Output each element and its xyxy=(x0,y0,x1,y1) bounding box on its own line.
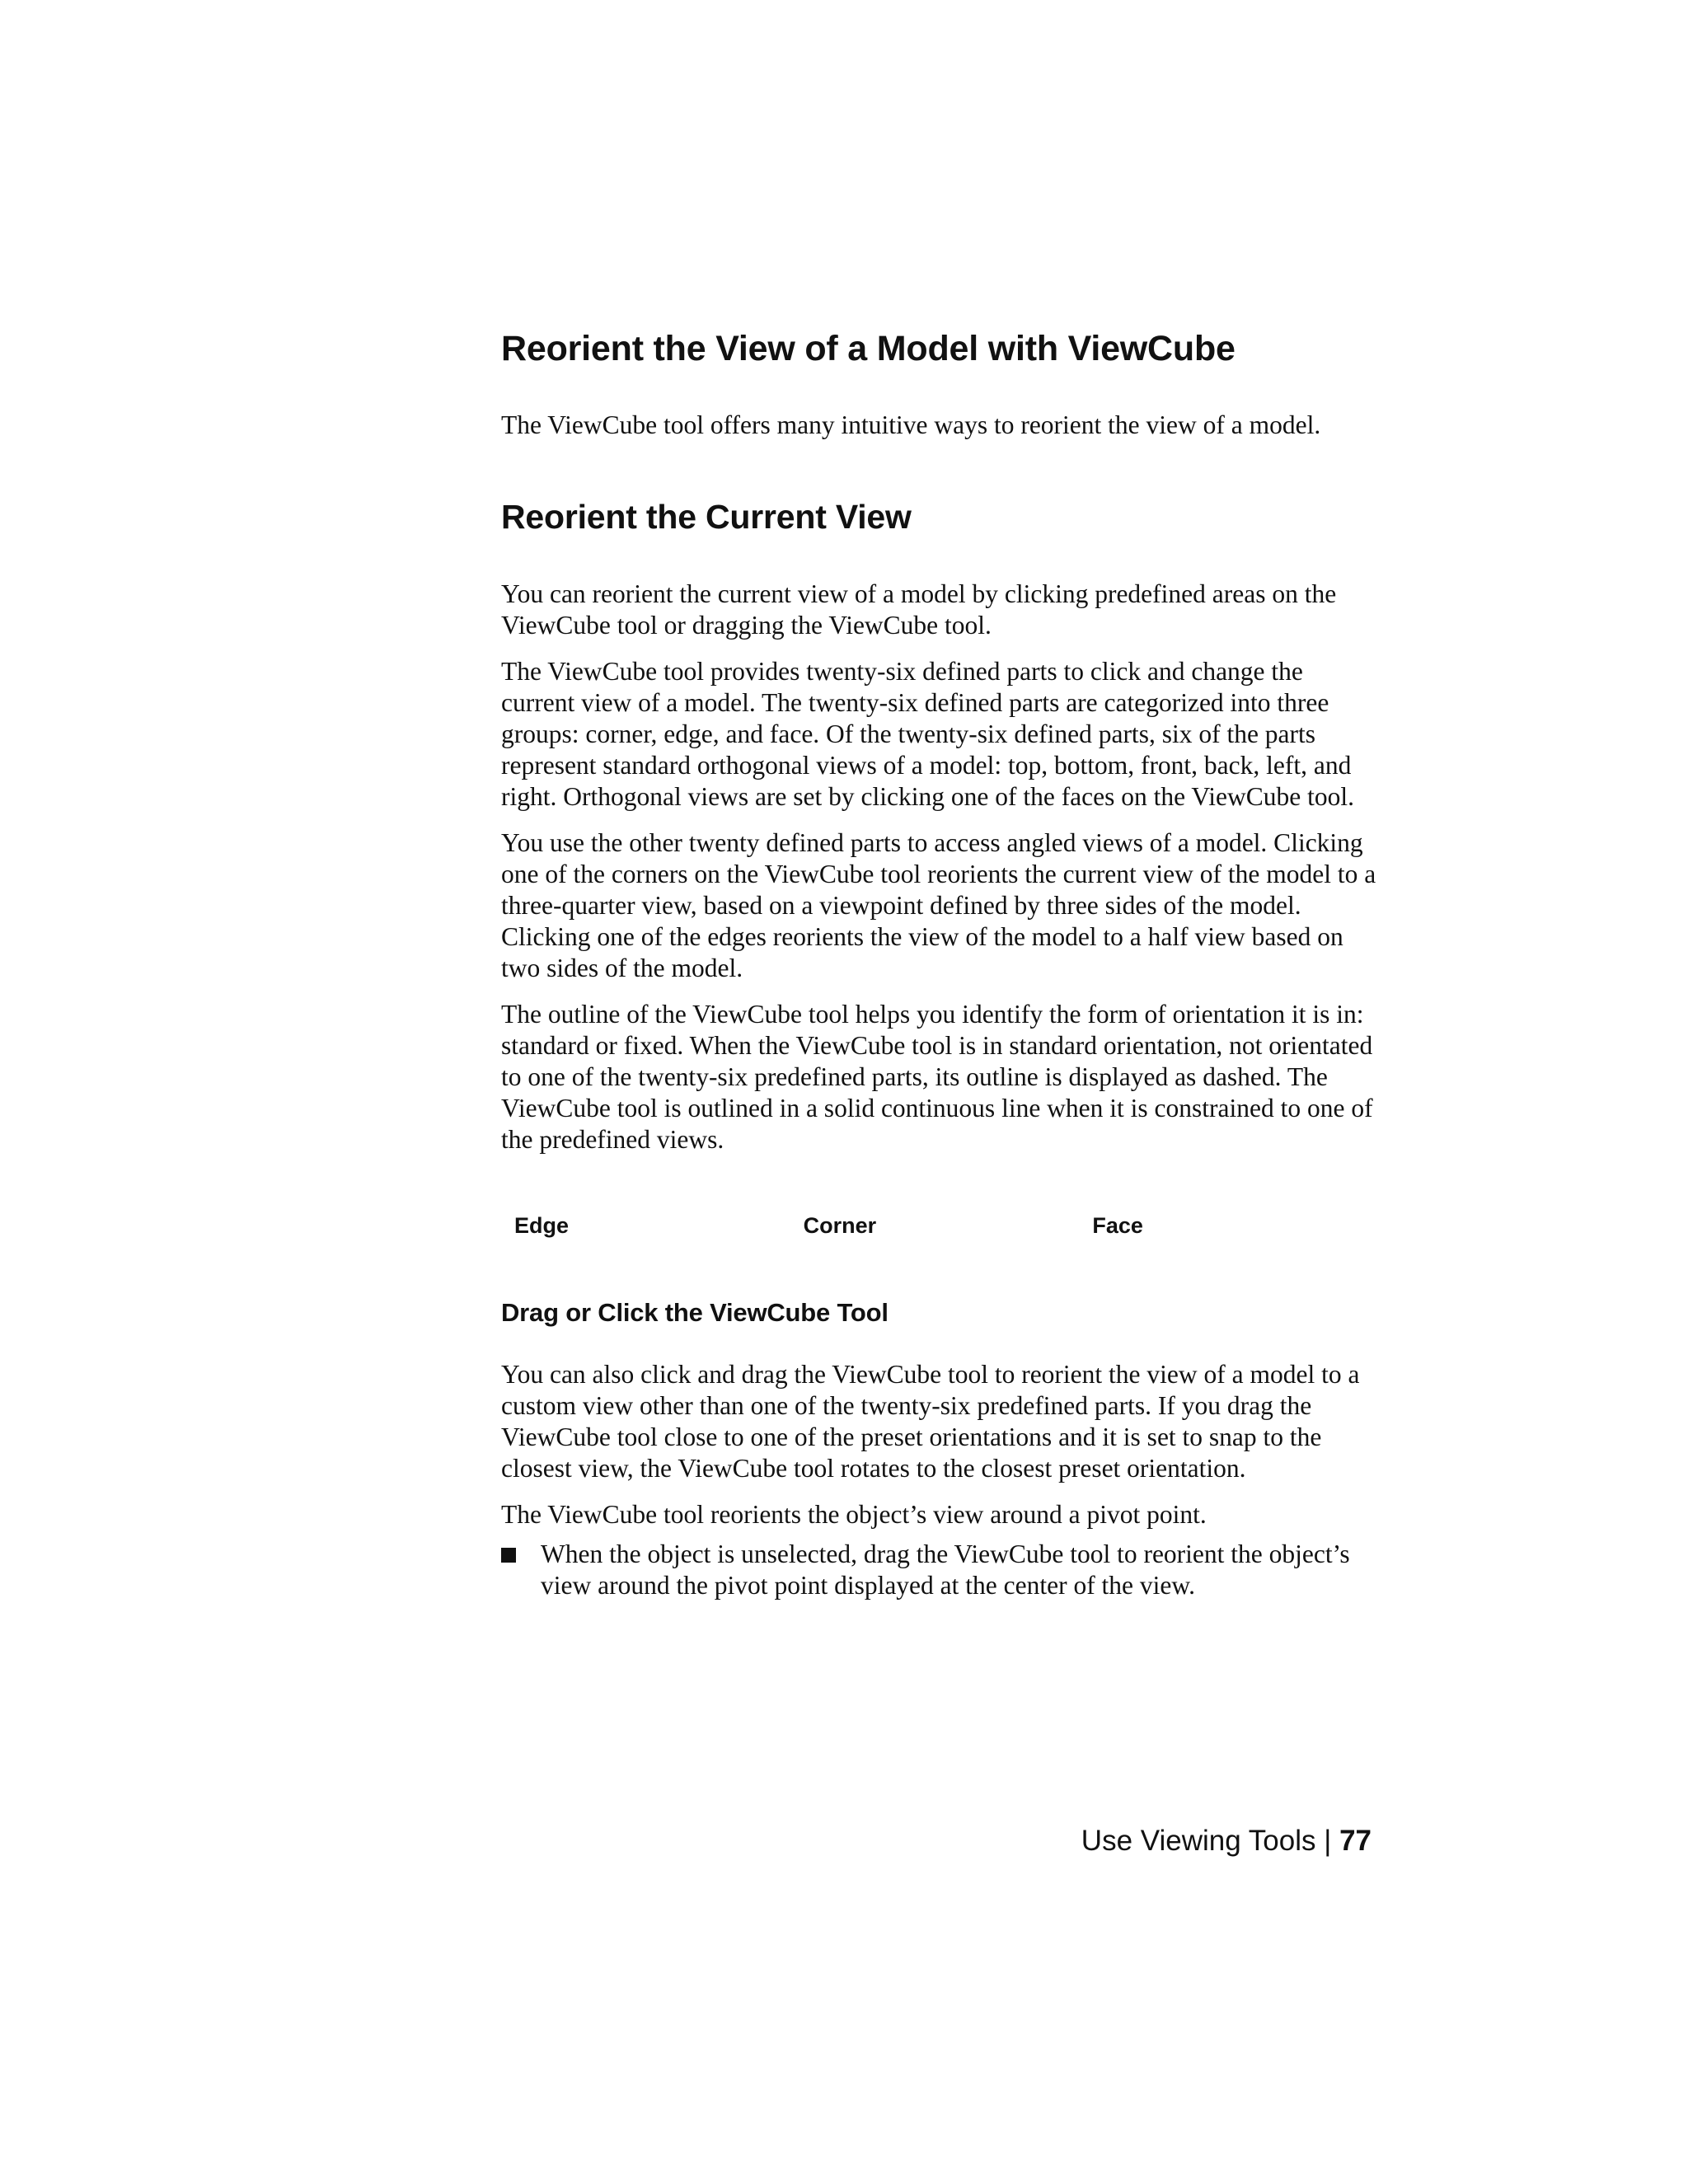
footer-section-title: Use Viewing Tools xyxy=(1081,1825,1316,1857)
figure-caption-row xyxy=(501,1213,1381,1239)
bullet-text: When the object is unselected, drag the ViewCube tool to reorient the object’s view around the pivot point displayed at the center of the view. xyxy=(541,1540,1350,1601)
paragraph: You use the other twenty defined parts to access angled views of a model. Clicking one of the corners on the ViewCube tool reorients the current view of the model to a three-quarter view, based on a viewpoint defined by three sides of the model. Clicking one of the edges reorients the view of the model to a half view based on two sides of the model. xyxy=(501,828,1376,983)
page-number: 77 xyxy=(1339,1825,1372,1857)
page-footer xyxy=(1081,1825,1372,1858)
paragraph: The ViewCube tool provides twenty-six defined parts to click and change the current view of a model. The twenty-six defined parts are categorized into three groups: corner, edge, and face. Of the twenty-six defined parts, six of the parts represent standard orthogonal views of a model: top, bottom, front, back, left, and right. Orthogonal views are set by clicking one of the faces on the ViewCube tool. xyxy=(501,657,1355,812)
content-column xyxy=(501,330,1381,1601)
square-bullet-icon xyxy=(501,1548,516,1563)
page-title: Reorient the View of a Model with ViewCube xyxy=(501,329,1236,368)
section-heading-current-view: Reorient the Current View xyxy=(501,498,912,537)
figure-label-corner: Corner xyxy=(803,1213,877,1239)
intro-paragraph: The ViewCube tool offers many intuitive ways to reorient the view of a model. xyxy=(501,410,1321,440)
figure-label-face: Face xyxy=(1092,1213,1143,1239)
bullet-item xyxy=(501,1539,1381,1601)
paragraph: You can also click and drag the ViewCube tool to reorient the view of a model to a custom view other than one of the twenty-six predefined parts. If you drag the ViewCube tool close to one of the preset orientations and it is set to snap to the closest view, the ViewCube tool rotates to the closest preset orientation. xyxy=(501,1360,1360,1483)
section-heading-drag: Drag or Click the ViewCube Tool xyxy=(501,1298,889,1328)
footer-separator: | xyxy=(1324,1825,1332,1857)
paragraph: You can reorient the current view of a model by clicking predefined areas on the ViewCube tool or dragging the ViewCube tool. xyxy=(501,579,1337,640)
paragraph: The outline of the ViewCube tool helps you identify the form of orientation it is in: standard or fixed. When the ViewCube tool is in standard orientation, not orientated to one of the twenty-six predefined parts, its outline is displayed as dashed. The ViewCube tool is outlined in a solid continuous line when it is constrained to one of the predefined views. xyxy=(501,1000,1373,1155)
paragraph: The ViewCube tool reorients the object’s view around a pivot point. xyxy=(501,1500,1207,1530)
bullet-marker xyxy=(501,1539,541,1563)
figure-label-edge: Edge xyxy=(514,1213,570,1239)
